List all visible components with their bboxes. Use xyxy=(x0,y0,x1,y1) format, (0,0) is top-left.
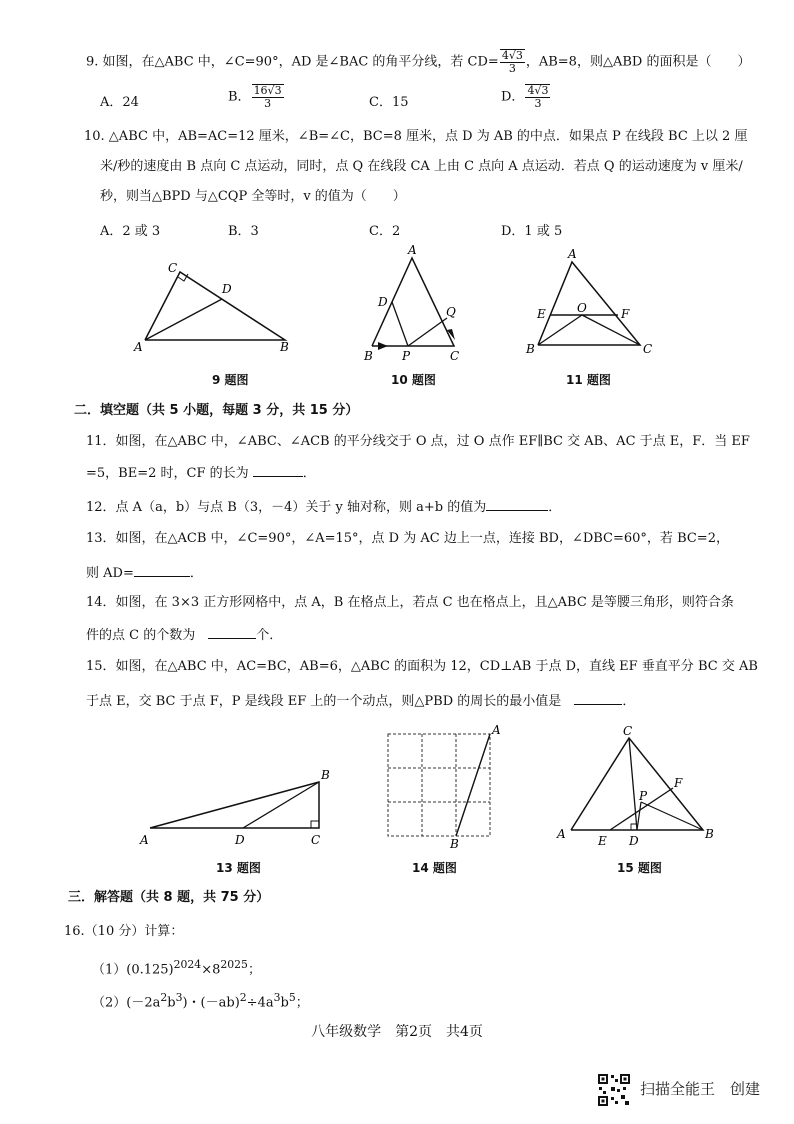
figure-14 xyxy=(380,724,510,852)
fig14-label-b: B xyxy=(450,837,459,851)
fig15-segment-pb xyxy=(641,802,703,830)
fig11-segment-co xyxy=(582,315,640,345)
fig13-label-d: D xyxy=(235,833,245,847)
q9-option-a: A．24 xyxy=(100,95,139,110)
fig13-segment-bd xyxy=(243,782,319,828)
q13-line1: 13．如图，在△ACB 中，∠C=90°，∠A=15°，点 D 为 AC 边上一点，连接 BD，∠DBC=60°，若 BC=2， xyxy=(86,531,729,546)
fig9-label-d: D xyxy=(222,282,232,296)
fig10-label-p: P xyxy=(402,349,411,363)
fig15-label-e: E xyxy=(598,834,607,848)
fig14-caption: 14 题图 xyxy=(412,861,457,875)
fig9-caption: 9 题图 xyxy=(212,373,249,387)
fig11-label-b: B xyxy=(526,342,535,356)
fig15-label-d: D xyxy=(629,834,639,848)
scanner-brand: 扫描全能王 创建 xyxy=(640,1080,761,1098)
fig10-label-d: D xyxy=(378,295,388,309)
q12-answer-blank xyxy=(486,496,548,511)
fig10-label-c: C xyxy=(450,349,460,363)
figure-15 xyxy=(555,720,725,852)
q10-option-a: A．2 或 3 xyxy=(100,224,161,239)
fig13-label-c: C xyxy=(311,833,321,847)
fig11-label-c: C xyxy=(643,342,653,356)
figure-11 xyxy=(520,245,660,360)
section-3-heading: 三．解答题（共 8 题，共 75 分） xyxy=(68,890,270,905)
fig9-bisector-ad xyxy=(145,299,222,340)
q9-option-d: D． $\frac{4√3}{3}$ xyxy=(501,84,549,110)
fig9-label-b: B xyxy=(280,340,289,354)
q10-line2: 米/秒的速度由 B 点向 C 点运动，同时，点 Q 在线段 CA 上由 C 点向 A 点运动．若点 Q 的运动速度为 v 厘米/ xyxy=(100,159,743,174)
page-footer: 八年级数学 第2页 共4页 xyxy=(311,1024,483,1040)
q11-answer-blank xyxy=(253,462,303,477)
q12-line: 12．点 A（a，b）与点 B（3，－4）关于 y 轴对称，则 a+b 的值为 ． xyxy=(86,496,561,518)
q10-option-c: C．2 xyxy=(369,224,401,239)
fig13-right-angle-mark xyxy=(311,821,319,828)
q9-option-c: C．15 xyxy=(369,95,409,110)
fig11-label-f: F xyxy=(621,307,630,321)
fig15-caption: 15 题图 xyxy=(617,861,662,875)
q15-line1: 15．如图，在△ABC 中，AC=BC，AB=6，△ABC 的面积为 12，CD⊥AB 于点 D，直线 EF 垂直平分 BC 交 AB xyxy=(86,659,758,674)
q11-line1: 11．如图，在△ABC 中，∠ABC、∠ACB 的平分线交于 O 点，过 O 点作 EF∥BC 交 AB、AC 于点 E，F．当 EF xyxy=(86,434,750,449)
q9-option-b: B． $\frac{16√3}{3}$ xyxy=(228,84,282,110)
fig15-label-a: A xyxy=(557,827,566,841)
q9-cd-fraction: $\frac{4√3}{3}$ xyxy=(501,49,523,75)
section-2-heading: 二．填空题（共 5 小题，每题 3 分，共 15 分） xyxy=(74,403,359,418)
q16-part2: $(2)(-2a^2b^3)$・$(-ab)^2\div 4a^3b^5$； xyxy=(92,991,309,1011)
qr-code-icon xyxy=(597,1073,631,1107)
fig15-label-c: C xyxy=(623,724,633,738)
fig9-label-a: A xyxy=(134,340,143,354)
figure-9 xyxy=(130,255,300,355)
fig15-label-p: P xyxy=(639,789,648,803)
q14-line1: 14．如图，在 3×3 正方形网格中，点 A，B 在格点上，若点 C 也在格点上，且△ABC 是等腰三角形，则符合条 xyxy=(86,595,734,610)
fig14-segment-ab xyxy=(456,734,490,836)
q11-line2: =5，BE=2 时，CF 的长为 ． xyxy=(86,462,316,484)
q10-line3: 秒，则当△BPD 与△CQP 全等时，v 的值为（ ） xyxy=(100,189,406,204)
fig15-segment-pd xyxy=(637,802,641,830)
q9-stem: 9. 如图，在△ABC 中，∠C=90°，AD 是∠BAC 的角平分线，若 CD= $\frac{4√3}{3}$ ，AB=8，则△ABD 的面积是（ ） xyxy=(86,49,751,75)
fig10-segment-pq xyxy=(408,318,447,346)
fig11-triangle xyxy=(538,262,640,345)
figure-10 xyxy=(360,240,470,365)
q14-line2: 件的点 C 的个数为 个． xyxy=(86,624,282,646)
fig13-triangle xyxy=(150,782,319,828)
fig11-caption: 11 题图 xyxy=(566,373,611,387)
q15-line2: 于点 E，交 BC 于点 F，P 是线段 EF 上的一个动点，则△PBD 的周长的最小值是 ． xyxy=(86,690,635,712)
fig13-label-b: B xyxy=(321,768,330,782)
fig15-label-f: F xyxy=(674,776,683,790)
fig13-caption: 13 题图 xyxy=(216,861,261,875)
fig10-segment-dp xyxy=(392,302,408,346)
q10-option-b: B．3 xyxy=(228,224,259,239)
fig9-label-c: C xyxy=(168,261,178,275)
q16-part1: $(1)(0.125)^{2024}\times 8^{2025}$； xyxy=(92,958,261,978)
q13-line2: 则 AD= ． xyxy=(86,562,203,584)
fig9-triangle xyxy=(145,272,285,340)
q10-option-d: D．1 或 5 xyxy=(501,224,563,239)
q16-title: 16.（10 分）计算： xyxy=(64,924,184,939)
fig10-label-a: A xyxy=(408,243,417,257)
q10-line1: 10. △ABC 中，AB=AC=12 厘米，∠B=∠C，BC=8 厘米，点 D 为 AB 的中点．如果点 P 在线段 BC 上以 2 厘 xyxy=(84,129,748,144)
fig10-label-q: Q xyxy=(446,305,456,319)
fig11-label-a: A xyxy=(568,247,577,261)
q14-answer-blank xyxy=(208,624,256,639)
fig10-label-b: B xyxy=(364,349,373,363)
fig14-grid xyxy=(388,734,490,836)
q15-answer-blank xyxy=(574,690,622,705)
figure-13 xyxy=(135,760,340,850)
fig13-label-a: A xyxy=(140,833,149,847)
fig11-label-e: E xyxy=(537,307,546,321)
q13-answer-blank xyxy=(134,562,190,577)
fig11-label-o: O xyxy=(577,301,587,315)
fig10-arrow-p xyxy=(378,342,388,350)
fig10-caption: 10 题图 xyxy=(391,373,436,387)
fig15-triangle xyxy=(571,738,703,830)
fig14-label-a: A xyxy=(492,724,501,737)
fig9-right-angle-mark xyxy=(178,274,188,281)
fig15-label-b: B xyxy=(705,827,714,841)
